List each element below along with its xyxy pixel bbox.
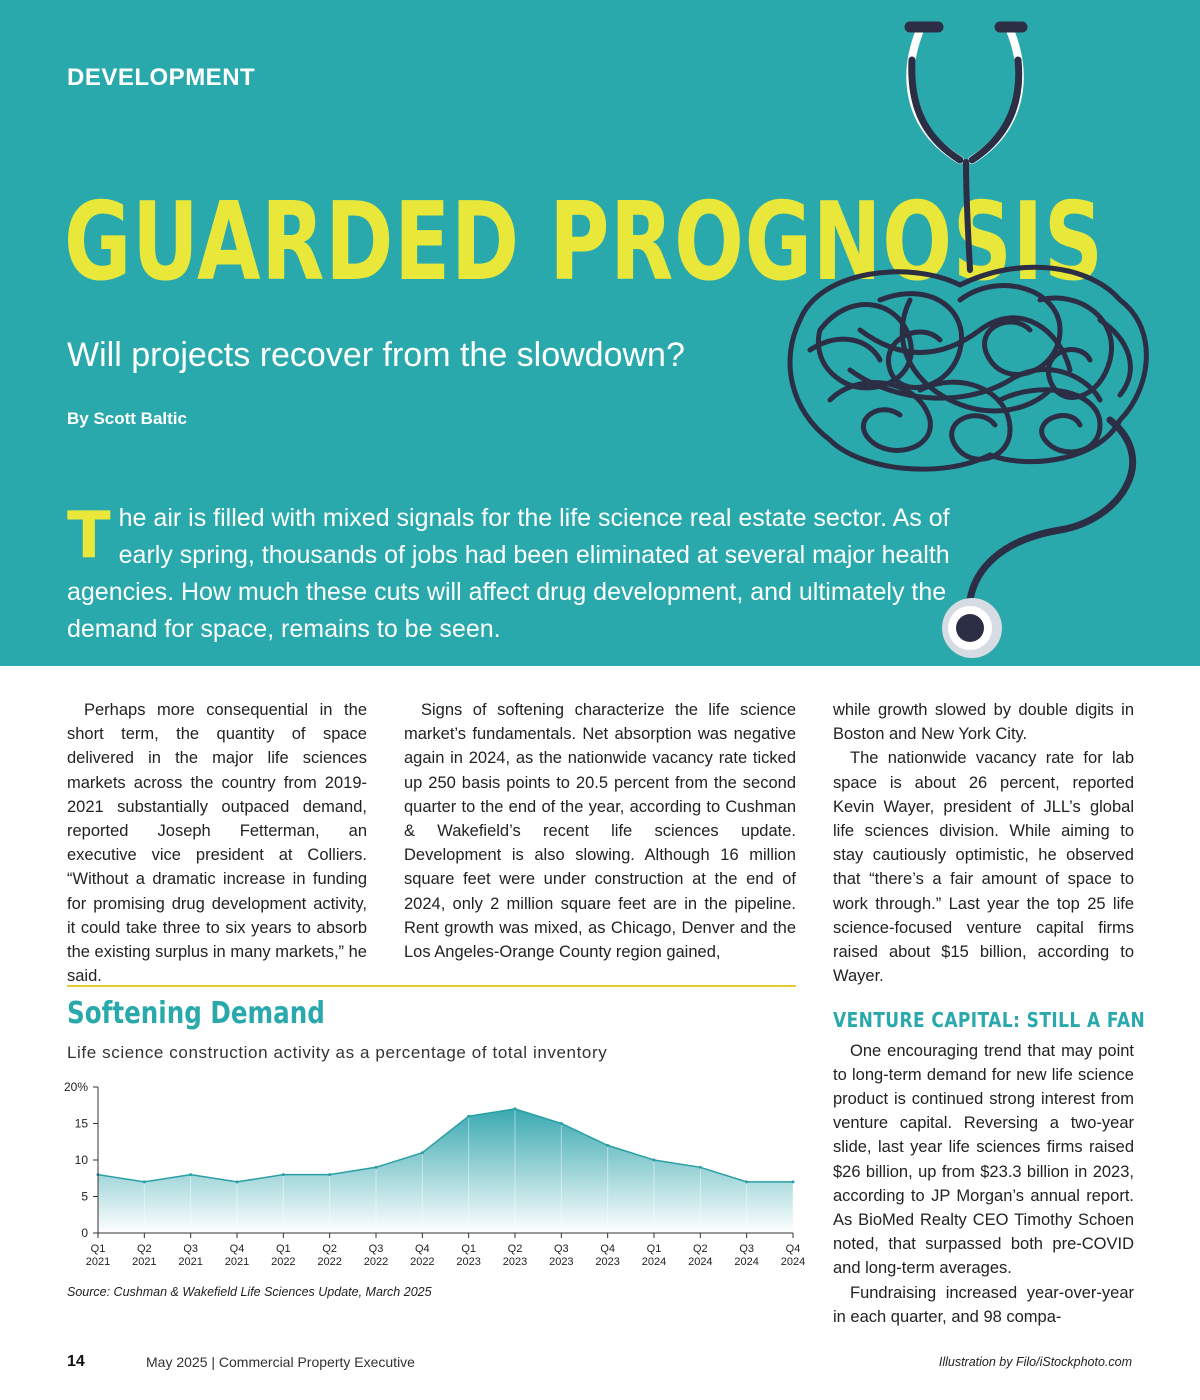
article-subtitle: Will projects recover from the slowdown?	[67, 336, 685, 374]
body-column-1	[67, 698, 367, 988]
x-tick-label: Q2	[322, 1243, 338, 1255]
article-title: GUARDED PROGNOSIS	[64, 180, 1104, 305]
illustration-credit: Illustration by Filo/iStockphoto.com	[938, 1355, 1132, 1369]
x-tick-label: Q1	[90, 1243, 106, 1255]
byline: By Scott Baltic	[67, 409, 187, 428]
body-paragraph: One encouraging trend that may point to long-term demand for new life science product is continued strong interest from venture capital. Reversing a two-year slide, last year life sciences firms raised $26 billion, up from $23.3 billion in 2023, according to JP Morgan’s annual report. As BioMed Realty CEO Timothy Schoen noted, that surpassed both pre-COVID and long-term averages.	[833, 1041, 1134, 1278]
body-paragraph: The nationwide vacancy rate for lab space is about 26 percent, reported Kevin Wayer, president of JLL’s global life sciences division. While aiming to stay cautiously optimistic, he observed that “there’s a fair amount of space to work through.” Last year the top 25 life science-focused venture capital firms raised about $15 billion, according to Wayer.	[833, 749, 1134, 986]
x-tick-label: Q1	[275, 1243, 291, 1255]
x-tick-label: Q2	[507, 1243, 523, 1255]
data-point	[421, 1151, 424, 1154]
x-tick-label: 2022	[271, 1256, 296, 1268]
x-tick-label: Q3	[739, 1243, 755, 1255]
drop-cap: T	[67, 499, 111, 573]
body-paragraph: Fundraising increased year-over-year in each quarter, and 98 compa-	[833, 1283, 1134, 1326]
data-point	[143, 1180, 146, 1183]
data-point	[792, 1180, 795, 1183]
y-tick-label: 15	[74, 1116, 88, 1131]
data-point	[699, 1166, 702, 1169]
x-tick-label: 2023	[549, 1256, 574, 1268]
data-point	[514, 1107, 517, 1110]
data-point	[606, 1144, 609, 1147]
data-point	[745, 1180, 748, 1183]
x-tick-label: Q1	[646, 1243, 662, 1255]
issue-info: May 2025 | Commercial Property Executive	[146, 1354, 415, 1370]
data-point	[189, 1173, 192, 1176]
data-point	[467, 1115, 470, 1118]
x-tick-label: 2021	[224, 1256, 250, 1268]
x-tick-label: 2024	[780, 1256, 806, 1268]
area-fill	[98, 1109, 793, 1233]
chart-subtitle: Life science construction activity as a percentage of total inventory	[67, 1043, 608, 1062]
page-number: 14	[67, 1353, 85, 1370]
chart-source: Source: Cushman & Wakefield Life Sciences Update, March 2025	[67, 1285, 432, 1299]
section-label: DEVELOPMENT	[67, 64, 256, 91]
x-tick-label: 2021	[85, 1256, 111, 1268]
data-point	[236, 1180, 239, 1183]
x-tick-label: Q4	[600, 1243, 616, 1255]
x-tick-label: Q3	[183, 1243, 199, 1255]
x-tick-label: Q4	[414, 1243, 430, 1255]
x-tick-label: 2021	[178, 1256, 203, 1268]
x-tick-label: 2024	[688, 1256, 713, 1268]
body-paragraph: Perhaps more consequential in the short term, the quantity of space delivered in the major life sciences markets across the country from 2019-2021 substantially outpaced demand, reported Joseph Fetterman, an executive vice president at Colliers. “Without a dramatic increase in funding for promising drug development activity, it could take three to six years to absorb the existing surplus in many markets,” he said.	[67, 701, 367, 986]
x-tick-label: Q2	[136, 1243, 152, 1255]
hero-banner	[0, 0, 1200, 666]
x-tick-label: 2022	[363, 1256, 389, 1268]
x-tick-label: 2023	[595, 1256, 620, 1268]
y-tick-label: 10	[74, 1153, 88, 1167]
section-subhead: VENTURE CAPITAL: STILL A FAN	[833, 1008, 1146, 1033]
data-point	[560, 1122, 563, 1125]
x-tick-label: Q2	[692, 1243, 708, 1255]
data-point	[328, 1173, 331, 1176]
x-tick-label: 2023	[456, 1256, 481, 1268]
x-tick-label: Q4	[785, 1243, 801, 1255]
x-tick-label: Q3	[368, 1243, 384, 1255]
y-tick-label: 5	[81, 1189, 88, 1204]
data-point	[653, 1159, 656, 1162]
x-tick-label: 2024	[641, 1256, 667, 1268]
x-tick-label: 2021	[132, 1256, 157, 1268]
body-column-3	[833, 698, 1146, 1329]
x-tick-label: Q1	[461, 1243, 477, 1255]
x-tick-label: 2022	[317, 1256, 342, 1268]
data-point	[375, 1166, 378, 1169]
chart-divider	[67, 985, 796, 987]
area-chart	[40, 1070, 810, 1280]
x-tick-label: 2024	[734, 1256, 759, 1268]
data-point	[282, 1173, 285, 1176]
x-tick-label: 2022	[410, 1256, 435, 1268]
intro-text: he air is filled with mixed signals for the life science real estate sector. As of early spring, thousands of jobs had been eliminated at several major health agencies. How much these cuts will affect drug development, and ultimately the demand for space, remains to be seen.	[67, 504, 950, 643]
x-tick-label: Q3	[553, 1243, 569, 1255]
intro-paragraph	[67, 500, 957, 648]
y-tick-label: 0	[81, 1226, 88, 1240]
chart-title: Softening Demand	[67, 996, 325, 1031]
x-tick-label: 2023	[502, 1256, 528, 1268]
body-paragraph: while growth slowed by double digits in Boston and New York City.	[833, 701, 1134, 744]
body-column-2	[404, 698, 796, 964]
y-tick-label: 20%	[63, 1080, 88, 1094]
x-tick-label: Q4	[229, 1243, 245, 1255]
body-paragraph: Signs of softening characterize the life science market’s fundamentals. Net absorption was negative again in 2024, as the nationwide vacancy rate ticked up 250 basis points to 20.5 percent from the second quarter to the end of the year, according to Cushman & Wakefield’s recent life sciences update. Development is also slowing. Although 16 million square feet were under construction at the end of 2024, only 2 million square feet are in the pipeline. Rent growth was mixed, as Chicago, Denver and the Los Angeles-Orange County region gained,	[404, 701, 796, 962]
